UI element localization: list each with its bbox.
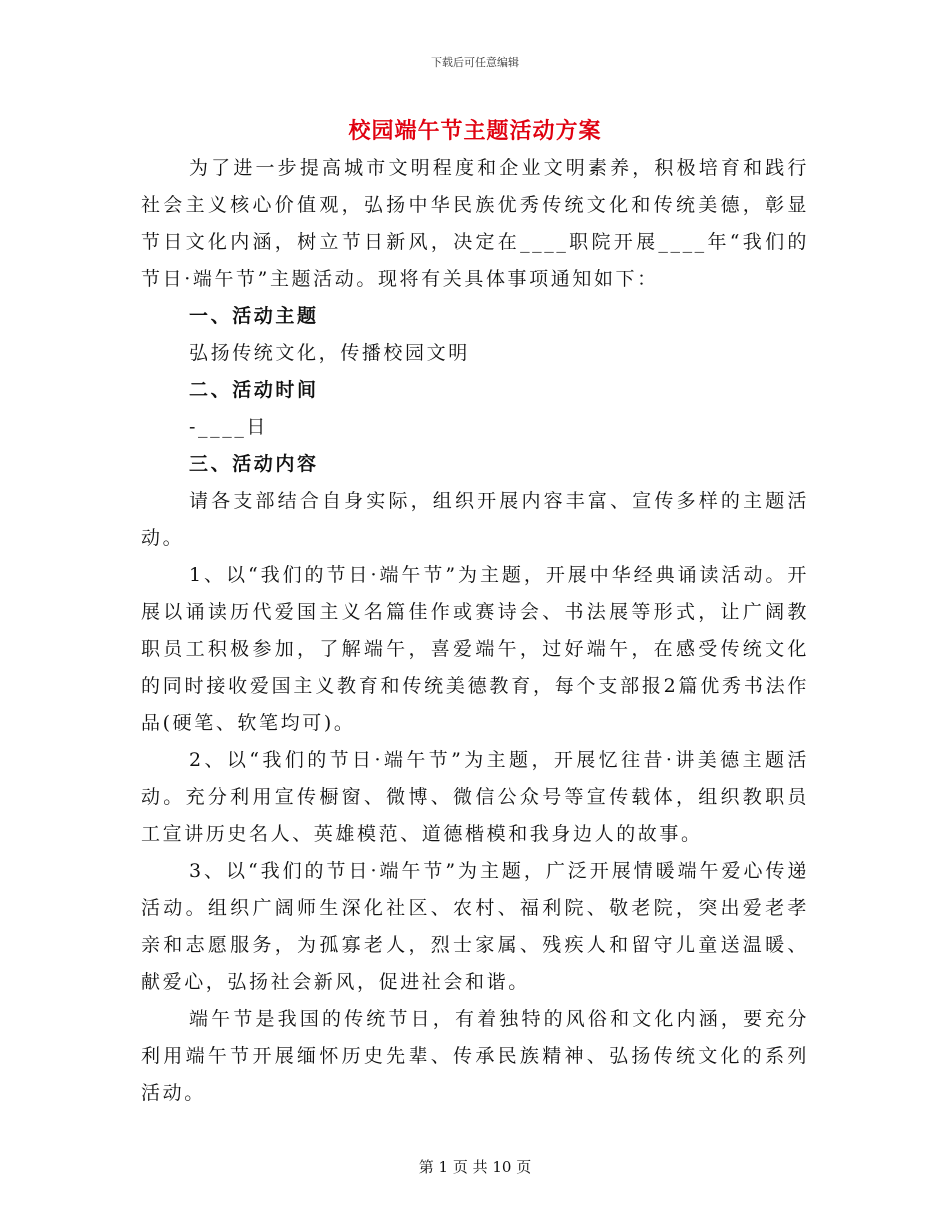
section-heading-theme: 一、活动主题 [189, 305, 319, 327]
content-intro-paragraph: 请各支部结合自身实际，组织开展内容丰富、宣传多样的主题活动。 [141, 490, 809, 549]
activity-item-1: 1、以“我们的节日·端午节”为主题，开展中华经典诵读活动。开展以诵读历代爱国主义名篇佳作或赛诗会、书法展等形式，让广阔教职员工积极参加，了解端午，喜爱端午，过好端午，在感受传统文化的同时接收爱国主义教育和传统美德教育，每个支部报2篇优秀书法作品(硬笔、软笔均可)。 [141, 564, 809, 734]
closing-paragraph: 端午节是我国的传统节日，有着独特的风俗和文化内涵，要充分利用端午节开展缅怀历史先辈、传承民族精神、弘扬传统文化的系列活动。 [141, 1008, 809, 1104]
section-heading-content: 三、活动内容 [189, 453, 319, 475]
header-note: 下载后可任意编辑 [431, 56, 519, 69]
theme-paragraph: 弘扬传统文化，传播校园文明 [189, 342, 470, 364]
section-heading-time: 二、活动时间 [189, 379, 319, 401]
time-paragraph: -____日 [189, 416, 269, 438]
intro-paragraph: 为了进一步提高城市文明程度和企业文明素养，积极培育和践行社会主义核心价值观，弘扬中华民族优秀传统文化和传统美德，彰显节日文化内涵，树立节日新风，决定在____职院开展____年“我们的节日·端午节”主题活动。现将有关具体事项通知如下： [141, 157, 809, 290]
document-title: 校园端午节主题活动方案 [348, 118, 602, 144]
document-body [141, 150, 809, 1112]
activity-item-3: 3、以“我们的节日·端午节”为主题，广泛开展情暖端午爱心传递活动。组织广阔师生深化社区、农村、福利院、敬老院，突出爱老孝亲和志愿服务，为孤寡老人，烈士家属、残疾人和留守儿童送温暖、献爱心，弘扬社会新风，促进社会和谐。 [141, 860, 809, 993]
page-footer: 第 1 页 共 10 页 [418, 1158, 532, 1176]
activity-item-2: 2、以“我们的节日·端午节”为主题，开展忆往昔·讲美德主题活动。充分利用宣传橱窗、微博、微信公众号等宣传载体，组织教职员工宣讲历史名人、英雄模范、道德楷模和我身边人的故事。 [141, 749, 809, 845]
